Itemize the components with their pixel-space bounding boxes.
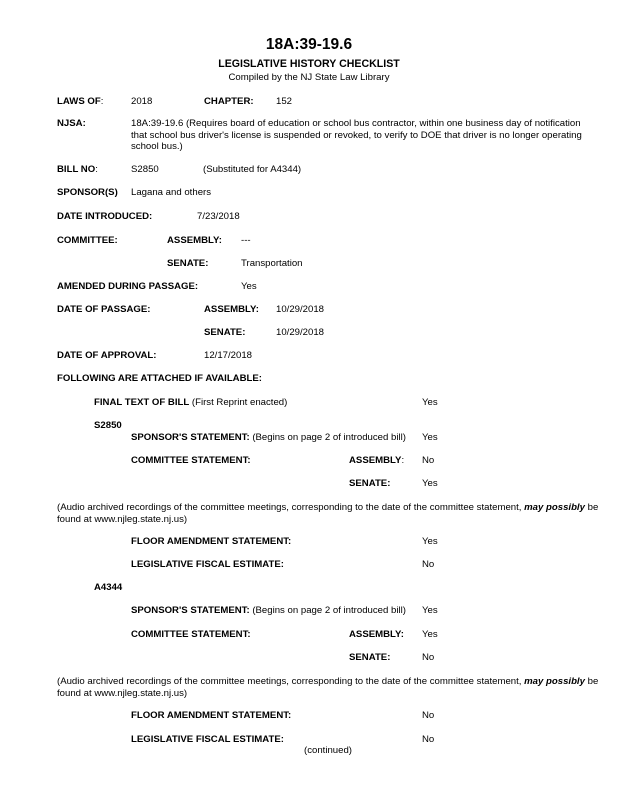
laws-of-label: LAWS OF: bbox=[57, 96, 104, 107]
passage-senate-label: SENATE: bbox=[204, 327, 246, 338]
a4344-senate-label: SENATE: bbox=[349, 652, 391, 663]
date-introduced-label: DATE INTRODUCED: bbox=[57, 211, 153, 222]
passage-assembly-label: ASSEMBLY: bbox=[204, 304, 259, 315]
laws-of-value: 2018 bbox=[131, 96, 153, 107]
s2850-fiscal-value: No bbox=[422, 559, 435, 570]
final-text-label: FINAL TEXT OF BILL (First Reprint enacted) bbox=[94, 397, 288, 408]
s2850-senate-label: SENATE: bbox=[349, 478, 391, 489]
passage-senate-value: 10/29/2018 bbox=[276, 327, 325, 338]
a4344-sponsor-statement: SPONSOR'S STATEMENT: (Begins on page 2 of introduced bill) bbox=[131, 605, 406, 616]
sponsors-value: Lagana and others bbox=[131, 187, 212, 198]
s2850-senate-value: Yes bbox=[422, 478, 438, 489]
committee-assembly-value: --- bbox=[241, 235, 251, 246]
a4344-floor-value: No bbox=[422, 710, 435, 721]
s2850-bill: S2850 bbox=[94, 420, 122, 431]
attached-heading: FOLLOWING ARE ATTACHED IF AVAILABLE: bbox=[57, 373, 262, 384]
chapter-value: 152 bbox=[276, 96, 293, 107]
amended-label: AMENDED DURING PASSAGE: bbox=[57, 281, 199, 292]
approval-value: 12/17/2018 bbox=[204, 350, 253, 361]
approval-label: DATE OF APPROVAL: bbox=[57, 350, 157, 361]
njsa-value: 18A:39-19.6 (Requires board of education or school bus contractor, within one business day of notification that school bus driver's license is suspended or revoked, to verify to DOE that driver is no longer operating school bus.) bbox=[131, 118, 582, 152]
a4344-senate-value: No bbox=[422, 652, 435, 663]
s2850-sponsor-value: Yes bbox=[422, 432, 438, 443]
compiled-by: Compiled by the NJ State Law Library bbox=[228, 72, 390, 83]
a4344-sponsor-value: Yes bbox=[422, 605, 438, 616]
audio-note-2: (Audio archived recordings of the committee meetings, corresponding to the date of the committee statement, may possibly be found at www.njleg.state.nj.us) bbox=[57, 676, 599, 699]
bill-no-note: (Substituted for A4344) bbox=[203, 164, 302, 175]
date-introduced-value: 7/23/2018 bbox=[197, 211, 240, 222]
committee-senate-label: SENATE: bbox=[167, 258, 209, 269]
committee-assembly-label: ASSEMBLY: bbox=[167, 235, 222, 246]
s2850-assembly-label: ASSEMBLY: bbox=[349, 455, 405, 466]
a4344-floor-label: FLOOR AMENDMENT STATEMENT: bbox=[131, 710, 292, 721]
s2850-floor-label: FLOOR AMENDMENT STATEMENT: bbox=[131, 536, 292, 547]
chapter-label: CHAPTER: bbox=[204, 96, 254, 107]
page-subtitle: LEGISLATIVE HISTORY CHECKLIST bbox=[218, 58, 400, 70]
sponsors-label: SPONSOR(S) bbox=[57, 187, 118, 198]
a4344-bill: A4344 bbox=[94, 582, 123, 593]
a4344-assembly-value: Yes bbox=[422, 629, 438, 640]
passage-label: DATE OF PASSAGE: bbox=[57, 304, 151, 315]
s2850-assembly-value: No bbox=[422, 455, 435, 466]
bill-no-value: S2850 bbox=[131, 164, 159, 175]
a4344-fiscal-label: LEGISLATIVE FISCAL ESTIMATE: bbox=[131, 734, 284, 745]
a4344-fiscal-value: No bbox=[422, 734, 435, 745]
njsa-label: NJSA: bbox=[57, 118, 86, 129]
a4344-assembly-label: ASSEMBLY: bbox=[349, 629, 404, 640]
amended-value: Yes bbox=[241, 281, 257, 292]
passage-assembly-value: 10/29/2018 bbox=[276, 304, 325, 315]
s2850-sponsor-statement: SPONSOR'S STATEMENT: (Begins on page 2 of introduced bill) bbox=[131, 432, 406, 443]
s2850-fiscal-label: LEGISLATIVE FISCAL ESTIMATE: bbox=[131, 559, 284, 570]
final-text-value: Yes bbox=[422, 397, 438, 408]
a4344-committee-label: COMMITTEE STATEMENT: bbox=[131, 629, 251, 640]
committee-label: COMMITTEE: bbox=[57, 235, 118, 246]
bill-no-label: BILL NO: bbox=[57, 164, 98, 175]
s2850-committee-label: COMMITTEE STATEMENT: bbox=[131, 455, 251, 466]
audio-note: (Audio archived recordings of the committee meetings, corresponding to the date of the committee statement, may possibly be found at www.njleg.state.nj.us) bbox=[57, 502, 599, 525]
s2850-floor-value: Yes bbox=[422, 536, 438, 547]
committee-senate-value: Transportation bbox=[241, 258, 303, 269]
continued-note: (continued) bbox=[304, 745, 352, 756]
page-title: 18A:39-19.6 bbox=[265, 36, 353, 53]
